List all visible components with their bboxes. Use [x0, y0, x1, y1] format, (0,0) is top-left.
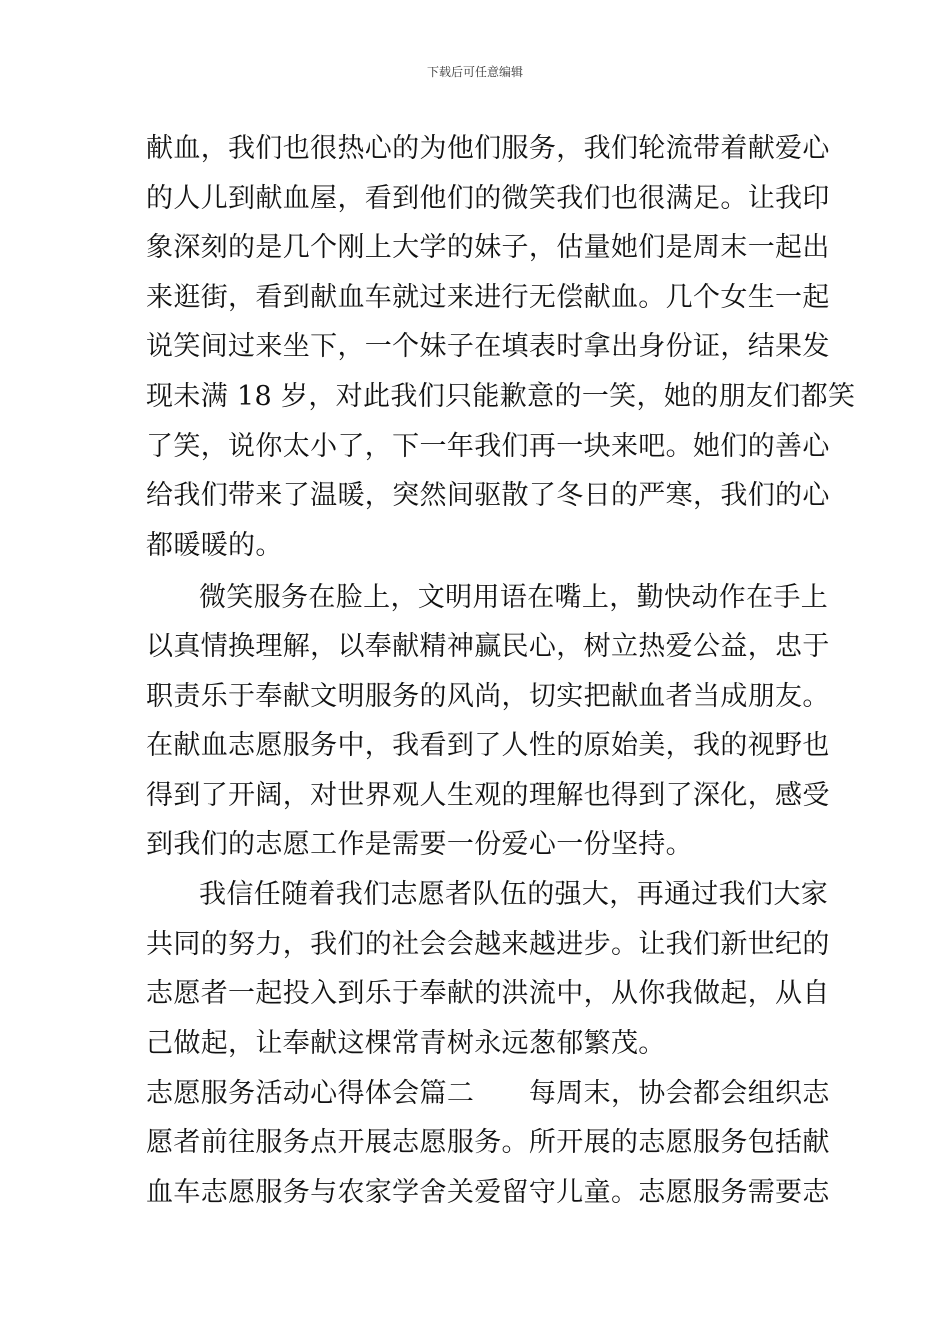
text-line: 在献血志愿服务中，我看到了人性的原始美，我的视野也 [146, 730, 830, 761]
text-line: 愿者前往服务点开展志愿服务。所开展的志愿服务包括献 [146, 1127, 830, 1158]
text-line: 给我们带来了温暖，突然间驱散了冬日的严寒，我们的心 [146, 480, 830, 511]
text-line: 来逛街，看到献血车就过来进行无偿献血。几个女生一起 [146, 282, 830, 313]
text-line: 得到了开阔，对世界观人生观的理解也得到了深化，感受 [146, 780, 830, 811]
text-line: 说笑间过来坐下，一个妹子在填表时拿出身份证，结果发 [146, 331, 830, 362]
text-line: 职责乐于奉献文明服务的风尚，切实把献血者当成朋友。 [146, 681, 830, 712]
page-header: 下载后可任意编辑 [426, 65, 523, 79]
text-line: 现未满 18 岁，对此我们只能歉意的一笑，她的朋友们都笑 [146, 381, 856, 412]
text-line: 献血，我们也很热心的为他们服务，我们轮流带着献爱心 [146, 133, 830, 164]
text-line: 微笑服务在脸上，文明用语在嘴上，勤快动作在手上 [199, 582, 829, 613]
text-line: 己做起，让奉献这棵常青树永远葱郁繁茂。 [146, 1028, 666, 1059]
text-line: 以真情换理解，以奉献精神赢民心，树立热爱公益，忠于 [146, 631, 830, 662]
text-line: 的人儿到献血屋，看到他们的微笑我们也很满足。让我印 [146, 183, 830, 214]
text-line: 了笑，说你太小了，下一年我们再一块来吧。她们的善心 [146, 431, 830, 462]
text-line: 血车志愿服务与农家学舍关爱留守儿童。志愿服务需要志 [146, 1177, 830, 1208]
text-line: 到我们的志愿工作是需要一份爱心一份坚持。 [146, 829, 693, 860]
text-line: 象深刻的是几个刚上大学的妹子，估量她们是周末一起出 [146, 232, 830, 263]
text-line: 志愿服务活动心得体会篇二 每周末，协会都会组织志 [146, 1078, 830, 1109]
text-line: 志愿者一起投入到乐于奉献的洪流中，从你我做起，从自 [146, 978, 830, 1009]
text-line: 共同的努力，我们的社会会越来越进步。让我们新世纪的 [146, 929, 830, 960]
text-line: 都暖暖的。 [146, 530, 283, 561]
text-line: 我信任随着我们志愿者队伍的强大，再通过我们大家 [199, 879, 829, 910]
